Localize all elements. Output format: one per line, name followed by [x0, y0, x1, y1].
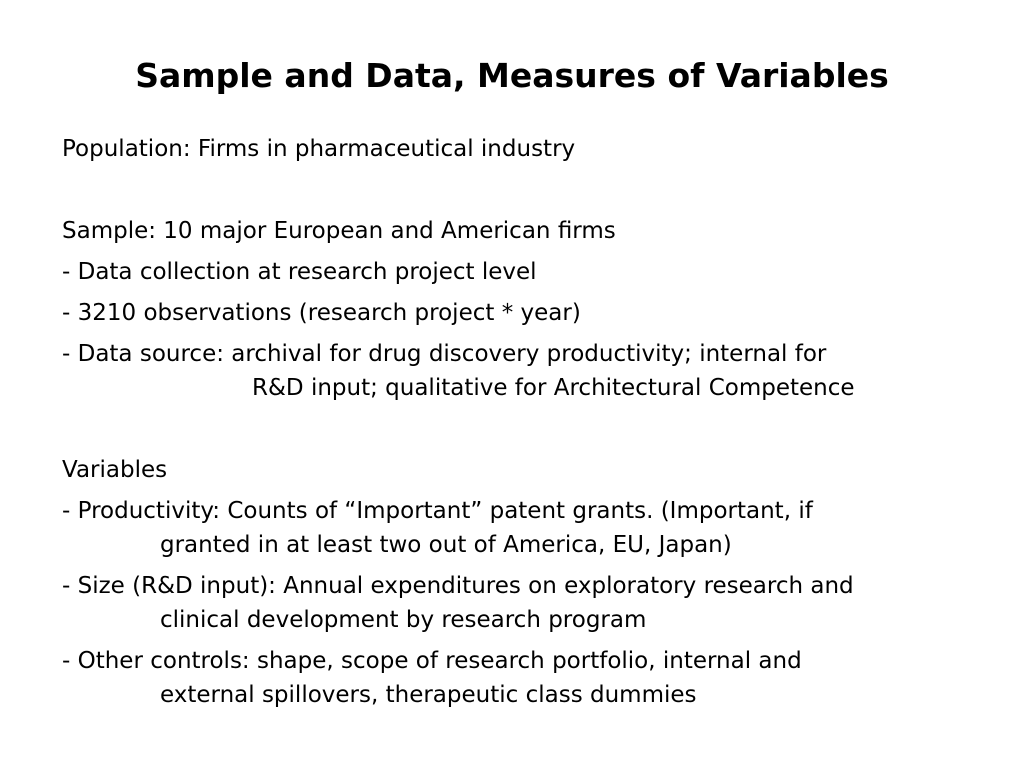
variables-bullet-1: - Productivity: Counts of “Important” patent grants. (Important, if [62, 498, 813, 524]
variables-bullet-3: - Other controls: shape, scope of research portfolio, internal and [62, 648, 802, 674]
slide-title: Sample and Data, Measures of Variables [135, 56, 889, 95]
sample-bullet-1: - Data collection at research project level [62, 259, 537, 285]
variables-bullet-2-continuation: clinical development by research program [160, 607, 647, 633]
sample-bullet-3: - Data source: archival for drug discovery productivity; internal for [62, 341, 827, 367]
variables-heading: Variables [62, 457, 168, 483]
variables-bullet-2: - Size (R&D input): Annual expenditures on exploratory research and [62, 573, 854, 599]
variables-bullet-3-continuation: external spillovers, therapeutic class dummies [160, 682, 697, 708]
population-line: Population: Firms in pharmaceutical industry [62, 136, 576, 162]
variables-bullet-1-continuation: granted in at least two out of America, EU, Japan) [160, 532, 732, 558]
sample-bullet-3-continuation: R&D input; qualitative for Architectural Competence [252, 375, 855, 401]
sample-heading: Sample: 10 major European and American firms [62, 218, 616, 244]
sample-bullet-2: - 3210 observations (research project * year) [62, 300, 581, 326]
